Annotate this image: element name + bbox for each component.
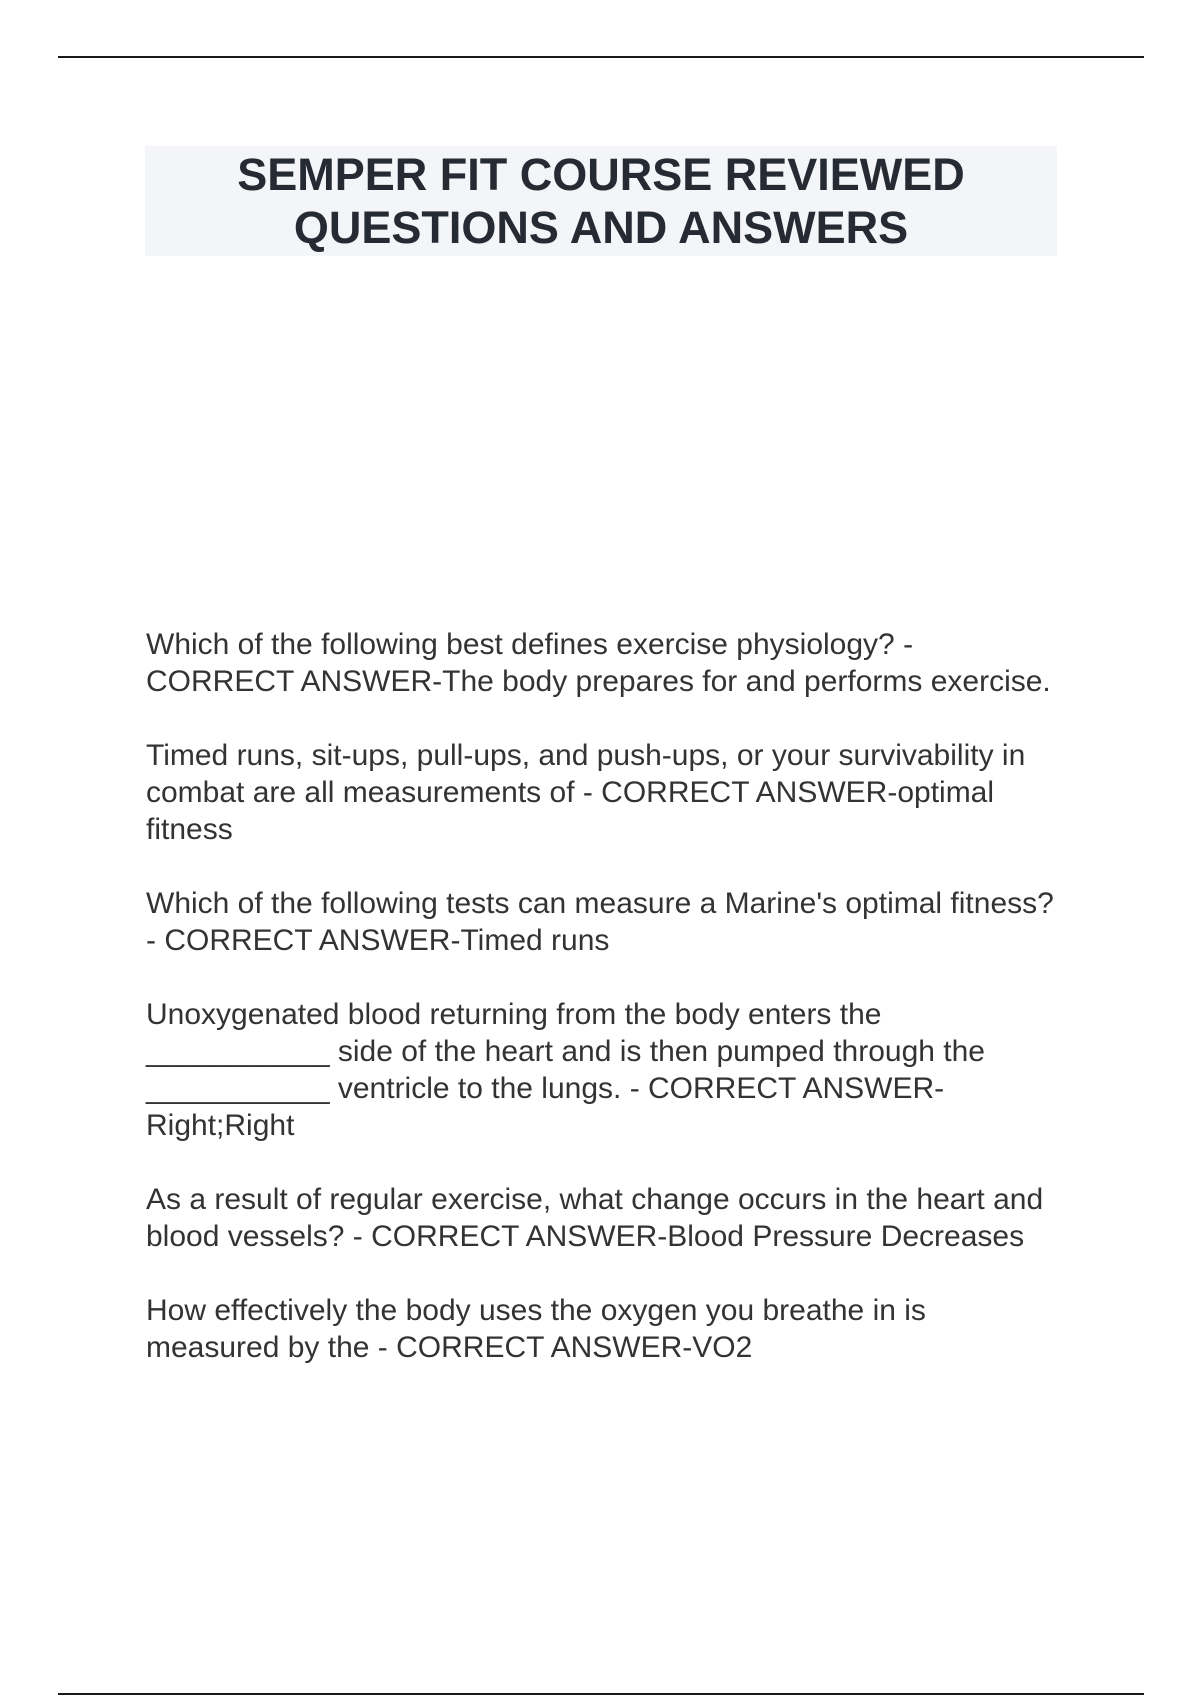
page-title — [237, 148, 965, 254]
title-line-1: SEMPER FIT COURSE REVIEWED — [237, 149, 965, 200]
qa-list — [146, 626, 1064, 1403]
footer-rule — [58, 1693, 1144, 1695]
qa-item: Unoxygenated blood returning from the body enters the ___________ side of the heart and is then pumped through the ___________ ventricle to the lungs. - CORRECT ANSWER-Right;Right — [146, 998, 985, 1142]
qa-item: How effectively the body uses the oxygen you breathe in is measured by the - CORRECT ANSWER-VO2 — [146, 1294, 926, 1364]
qa-item: Which of the following tests can measure a Marine's optimal fitness? - CORRECT ANSWER-Timed runs — [146, 887, 1054, 957]
qa-item: Which of the following best defines exercise physiology? - CORRECT ANSWER-The body prepares for and performs exercise. — [146, 628, 1051, 698]
header-rule — [58, 56, 1144, 58]
qa-item: Timed runs, sit-ups, pull-ups, and push-ups, or your survivability in combat are all measurements of - CORRECT ANSWER-optimal fitness — [146, 739, 1026, 846]
title-banner — [145, 146, 1057, 256]
qa-item: As a result of regular exercise, what change occurs in the heart and blood vessels? - CORRECT ANSWER-Blood Pressure Decreases — [146, 1183, 1044, 1253]
title-line-2: QUESTIONS AND ANSWERS — [293, 202, 909, 253]
